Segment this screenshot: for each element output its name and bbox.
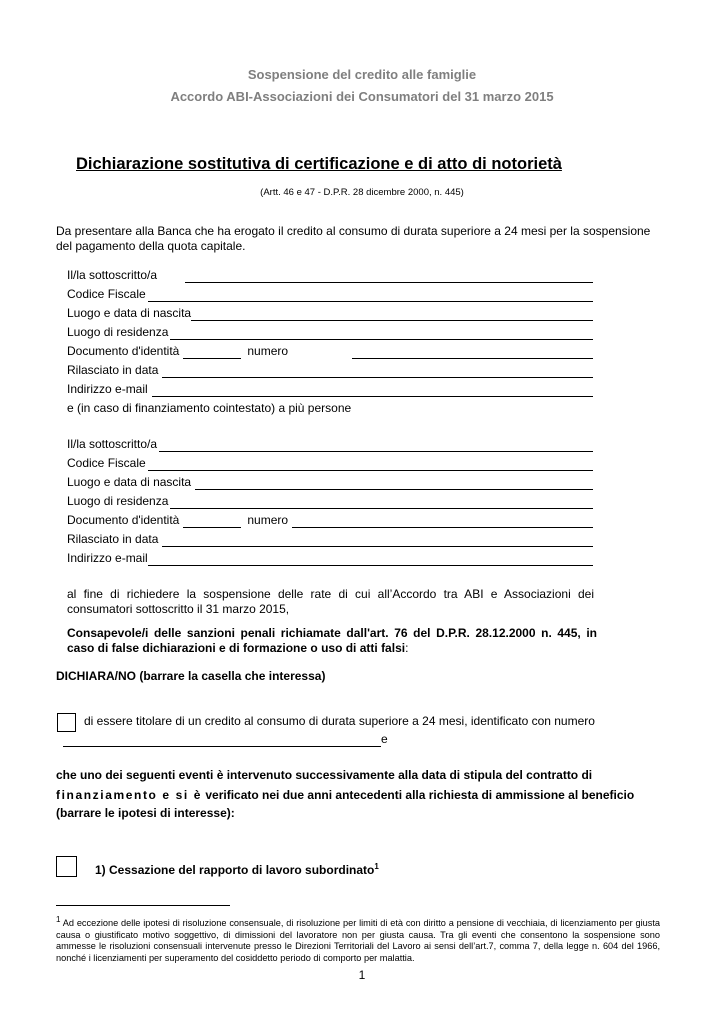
field-label: Indirizzo e-mail bbox=[67, 382, 148, 396]
fill-line[interactable] bbox=[63, 736, 381, 747]
field-label: Luogo e data di nascita bbox=[67, 306, 192, 320]
field-label: Rilasciato in data bbox=[67, 363, 159, 377]
fill-line[interactable] bbox=[152, 386, 593, 397]
option1-label bbox=[95, 859, 495, 878]
fill-line[interactable] bbox=[148, 291, 593, 302]
option1-text: 1) Cessazione del rapporto di lavoro subordinato bbox=[95, 863, 375, 877]
field-codice-fiscale-1[interactable] bbox=[67, 287, 593, 302]
footnote-number: 1 bbox=[56, 915, 61, 924]
events-line1: che uno dei seguenti eventi è intervenuto successivamente alla data di stipula del contratto di bbox=[56, 768, 593, 782]
fill-line[interactable] bbox=[352, 348, 593, 359]
header-agreement: Accordo ABI-Associazioni dei Consumatori del 31 marzo 2015 bbox=[170, 89, 554, 104]
document-title: Dichiarazione sostitutiva di certificazione e di atto di notorietà bbox=[76, 155, 562, 173]
field-sottoscritto-1[interactable] bbox=[67, 268, 593, 283]
events-line3: (barrare le ipotesi di interesse): bbox=[56, 806, 235, 820]
awareness-colon: : bbox=[405, 641, 409, 655]
awareness-paragraph bbox=[67, 626, 597, 656]
field-label: Il/la sottoscritto/a bbox=[67, 437, 158, 451]
option1-checkbox[interactable] bbox=[56, 856, 77, 877]
field-rilasciato-1[interactable] bbox=[67, 363, 593, 378]
field-label: Luogo di residenza bbox=[67, 494, 169, 508]
field-documento-1[interactable] bbox=[67, 344, 593, 359]
events-line2 bbox=[56, 788, 656, 803]
declaration-text: di essere titolare di un credito al consumo di durata superiore a 24 mesi, identificato con numero bbox=[84, 714, 595, 728]
field-label: Codice Fiscale bbox=[67, 456, 146, 470]
header-subtitle: Sospensione del credito alle famiglie bbox=[247, 67, 477, 82]
declaration-suffix: e bbox=[381, 732, 388, 746]
fill-line[interactable] bbox=[170, 329, 593, 340]
field-residenza-1[interactable] bbox=[67, 325, 593, 340]
field-label-numero: numero bbox=[247, 513, 289, 527]
declaration-checkbox[interactable] bbox=[57, 713, 76, 732]
events-rest-text: verificato nei due anni antecedenti alla richiesta di ammissione al beneficio bbox=[202, 788, 635, 802]
footnote-ref[interactable]: 1 bbox=[374, 862, 379, 871]
footnote-divider bbox=[56, 905, 230, 906]
field-residenza-2[interactable] bbox=[67, 494, 593, 509]
credit-number-field[interactable] bbox=[63, 732, 403, 747]
field-label: Rilasciato in data bbox=[67, 532, 159, 546]
fill-line[interactable] bbox=[170, 498, 593, 509]
footnote-text: Ad eccezione delle ipotesi di risoluzione consensuale, di risoluzione per limiti di età con diritto a pensione di vecchiaia, di licenziamento per giusta causa o giustificato motivo soggettivo, di dimissioni del lavoratore non per giusta causa. Tra gli eventi che consentono la sospensione sono ammesse le risoluzioni consensuali intervenute presso le Direzioni Territoriali del Lavoro ai sensi dell’art.7, comma 7, della legge n. 604 del 1966, nonché i licenziamenti per superamento del cosiddetto periodo di comporto per malattia. bbox=[56, 918, 660, 963]
fill-line[interactable] bbox=[185, 272, 593, 283]
field-label: Luogo di residenza bbox=[67, 325, 169, 339]
field-rilasciato-2[interactable] bbox=[67, 532, 593, 547]
fill-line[interactable] bbox=[148, 555, 593, 566]
cointestato-note bbox=[67, 401, 593, 416]
field-label-numero: numero bbox=[247, 344, 289, 358]
field-email-1[interactable] bbox=[67, 382, 593, 397]
footnote bbox=[56, 914, 660, 964]
fill-line[interactable] bbox=[148, 460, 593, 471]
field-label: e (in caso di finanziamento cointestato) a più persone bbox=[67, 401, 352, 415]
legal-references: (Artt. 46 e 47 - D.P.R. 28 dicembre 2000, n. 445) bbox=[260, 187, 464, 198]
field-documento-2[interactable] bbox=[67, 513, 593, 528]
fill-line[interactable] bbox=[162, 367, 593, 378]
dichiara-heading: DICHIARA/NO (barrare la casella che interessa) bbox=[56, 669, 326, 683]
field-label: Indirizzo e-mail bbox=[67, 551, 148, 565]
purpose-paragraph: al fine di richiedere la sospensione delle rate di cui all’Accordo tra ABI e Associazioni dei consumatori sottoscritto il 31 marzo 2015, bbox=[67, 587, 594, 616]
field-label: Luogo e data di nascita bbox=[67, 475, 192, 489]
field-email-2[interactable] bbox=[67, 551, 593, 566]
field-label: Il/la sottoscritto/a bbox=[67, 268, 158, 282]
field-label: Documento d'identità bbox=[67, 513, 180, 527]
fill-line[interactable] bbox=[191, 310, 593, 321]
fill-line-document[interactable] bbox=[183, 517, 241, 528]
page-number: 1 bbox=[358, 968, 366, 982]
fill-line[interactable] bbox=[195, 479, 593, 490]
events-spaced-text: finanziamento e si è bbox=[56, 788, 203, 802]
awareness-text: Consapevole/i delle sanzioni penali richiamate dall'art. 76 del D.P.R. 28.12.2000 n. 445, in caso di false dichiarazioni e di formazione o uso di atti falsi bbox=[67, 626, 597, 655]
fill-line[interactable] bbox=[162, 536, 593, 547]
field-sottoscritto-2[interactable] bbox=[67, 437, 593, 452]
field-luogo-nascita-1[interactable] bbox=[67, 306, 593, 321]
intro-paragraph: Da presentare alla Banca che ha erogato il credito al consumo di durata superiore a 24 mesi per la sospensione del pagamento della quota capitale. bbox=[56, 224, 651, 253]
fill-line-document[interactable] bbox=[183, 348, 241, 359]
fill-line[interactable] bbox=[159, 441, 593, 452]
field-codice-fiscale-2[interactable] bbox=[67, 456, 593, 471]
fill-line[interactable] bbox=[292, 517, 593, 528]
field-label: Documento d'identità bbox=[67, 344, 180, 358]
field-label: Codice Fiscale bbox=[67, 287, 146, 301]
field-luogo-nascita-2[interactable] bbox=[67, 475, 593, 490]
